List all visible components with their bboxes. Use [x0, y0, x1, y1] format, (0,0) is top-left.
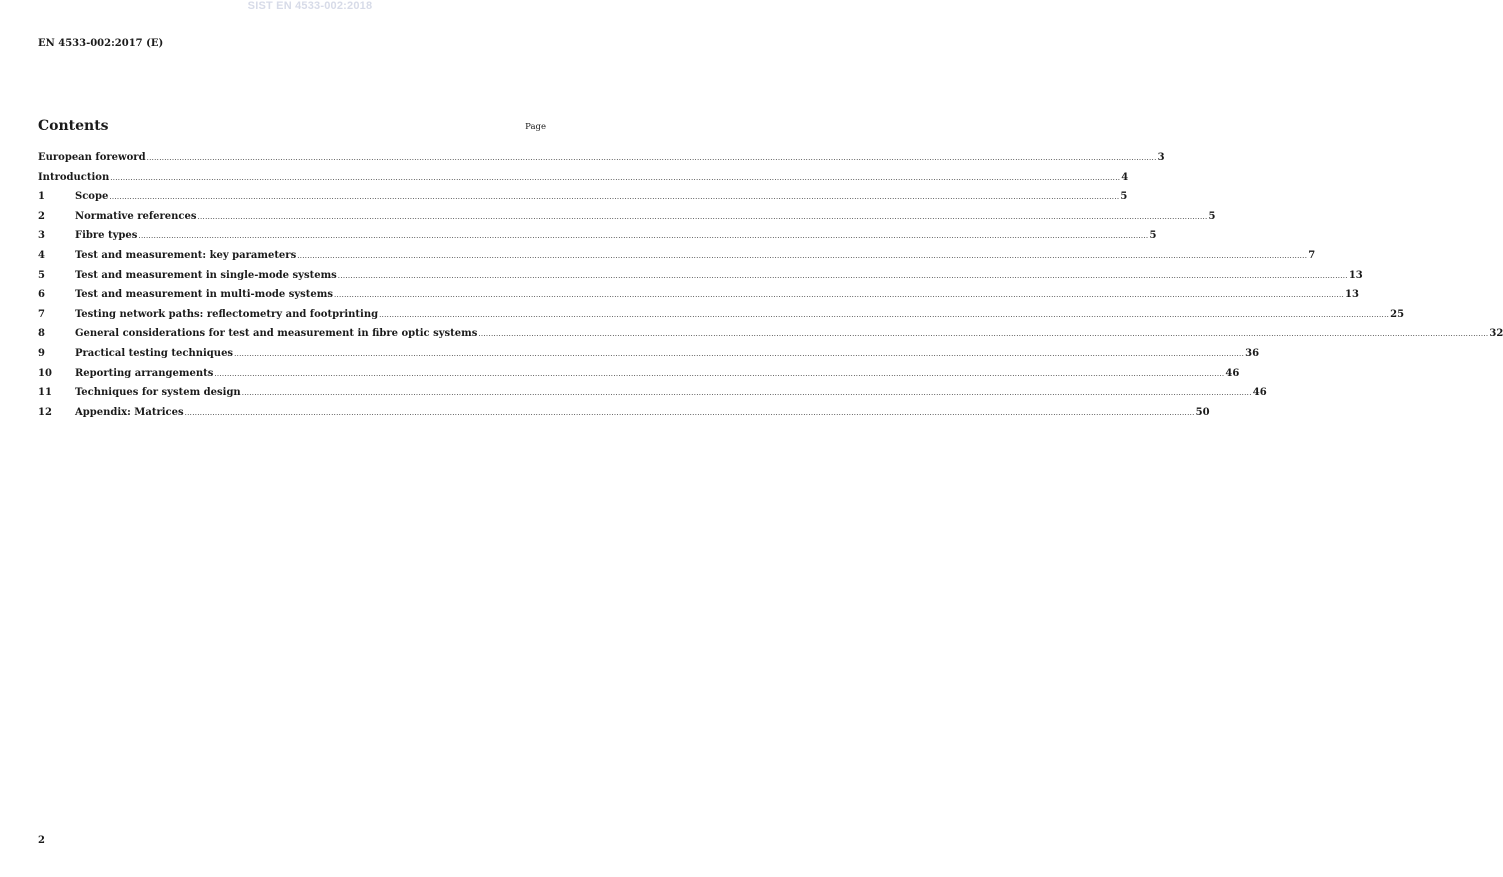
toc-entry-title: Reporting arrangements	[75, 367, 214, 379]
toc-entry-page: 46	[1252, 387, 1267, 399]
toc-entry-title: Test and measurement in single-mode systems	[75, 269, 337, 281]
toc-leader-dots: ................................................................................................................................................................................................................................................................................................................................................................................................................	[234, 349, 1245, 358]
toc-entry[interactable]	[38, 152, 1165, 172]
toc-leader-dots: ................................................................................................................................................................................................................................................................................................................................................................................................................	[138, 232, 1149, 241]
toc-entry-title: Testing network paths: reflectometry and footprinting	[75, 308, 379, 320]
toc-entry-title: Test and measurement: key parameters	[75, 249, 297, 261]
toc-entry-page: 5	[1120, 191, 1128, 203]
toc-entry-number: 9	[38, 347, 45, 359]
toc-leader-dots: ................................................................................................................................................................................................................................................................................................................................................................................................................	[478, 330, 1489, 339]
toc-leader-dots: ................................................................................................................................................................................................................................................................................................................................................................................................................	[379, 310, 1390, 319]
toc-entry-page: 36	[1245, 347, 1260, 359]
document-header: EN 4533-002:2017 (E)	[38, 38, 164, 49]
toc-entry[interactable]	[38, 210, 1216, 231]
toc-leader-dots: ................................................................................................................................................................................................................................................................................................................................................................................................................	[184, 408, 1195, 417]
toc-entry[interactable]	[38, 289, 1359, 309]
toc-entry-title: Introduction	[38, 171, 110, 183]
toc-entry[interactable]	[38, 367, 1240, 388]
page-number: 2	[38, 835, 45, 846]
toc-entry-number: 5	[38, 269, 45, 281]
toc-entry-title: Scope	[75, 191, 109, 203]
toc-entry-number: 3	[38, 230, 45, 242]
toc-entry-number: 12	[38, 406, 52, 418]
toc-entry-title: Appendix: Matrices	[75, 406, 184, 418]
toc-entry[interactable]	[38, 191, 1128, 211]
toc-leader-dots: ................................................................................................................................................................................................................................................................................................................................................................................................................	[337, 271, 1348, 280]
toc-entry-number: 4	[38, 249, 45, 261]
toc-entry[interactable]	[38, 308, 1405, 329]
toc-entry[interactable]	[38, 387, 1267, 407]
toc-leader-dots: ................................................................................................................................................................................................................................................................................................................................................................................................................	[214, 369, 1225, 378]
toc-entry-page: 13	[1348, 269, 1363, 281]
toc-leader-dots: ................................................................................................................................................................................................................................................................................................................................................................................................................	[146, 154, 1157, 162]
toc-entry-title: Test and measurement in multi-mode systems	[75, 289, 333, 301]
toc-leader-dots: ................................................................................................................................................................................................................................................................................................................................................................................................................	[297, 251, 1308, 260]
toc-leader-dots: ................................................................................................................................................................................................................................................................................................................................................................................................................	[334, 291, 1345, 300]
toc-entry-title: General considerations for test and measurement in fibre optic systems	[75, 328, 478, 340]
toc-entry-number: 7	[38, 308, 45, 320]
toc-entry-page: 3	[1157, 152, 1165, 163]
toc-entry-number: 10	[38, 367, 52, 379]
toc-entry-title: Fibre types	[75, 230, 138, 242]
toc-entry-page: 5	[1149, 230, 1157, 242]
toc-entry-title: Normative references	[75, 210, 197, 222]
toc-entry-page: 46	[1225, 367, 1240, 379]
toc-entry[interactable]	[38, 230, 1157, 250]
toc-entry-page: 5	[1208, 210, 1216, 222]
table-of-contents	[38, 152, 1503, 426]
toc-entry[interactable]	[38, 249, 1316, 270]
contents-heading: Contents	[38, 118, 109, 134]
toc-entry-page: 32	[1489, 328, 1503, 340]
toc-entry-number: 1	[38, 191, 45, 203]
toc-entry-page: 25	[1390, 308, 1405, 320]
toc-entry-page: 4	[1121, 171, 1129, 183]
toc-leader-dots: ................................................................................................................................................................................................................................................................................................................................................................................................................	[197, 212, 1208, 221]
toc-entry-page: 13	[1345, 289, 1359, 301]
toc-leader-dots: ................................................................................................................................................................................................................................................................................................................................................................................................................	[110, 173, 1121, 182]
toc-entry-number: 2	[38, 210, 45, 222]
toc-entry-page: 7	[1308, 249, 1316, 261]
toc-entry-number: 6	[38, 289, 45, 301]
toc-entry-title: Practical testing techniques	[75, 347, 234, 359]
page-column-label: Page	[525, 122, 546, 132]
toc-entry-number: 11	[38, 387, 52, 399]
toc-entry[interactable]	[38, 328, 1503, 348]
toc-entry[interactable]	[38, 269, 1363, 290]
toc-leader-dots: ................................................................................................................................................................................................................................................................................................................................................................................................................	[109, 193, 1120, 202]
toc-entry-title: European foreword	[38, 152, 146, 163]
toc-entry[interactable]	[38, 406, 1210, 427]
toc-entry-number: 8	[38, 328, 45, 340]
toc-entry-title: Techniques for system design	[75, 387, 241, 399]
toc-entry[interactable]	[38, 347, 1260, 368]
toc-entry[interactable]	[38, 171, 1129, 192]
watermark: SIST EN 4533-002:2018	[247, 0, 373, 12]
toc-entry-page: 50	[1195, 406, 1210, 418]
toc-leader-dots: ................................................................................................................................................................................................................................................................................................................................................................................................................	[241, 389, 1252, 398]
